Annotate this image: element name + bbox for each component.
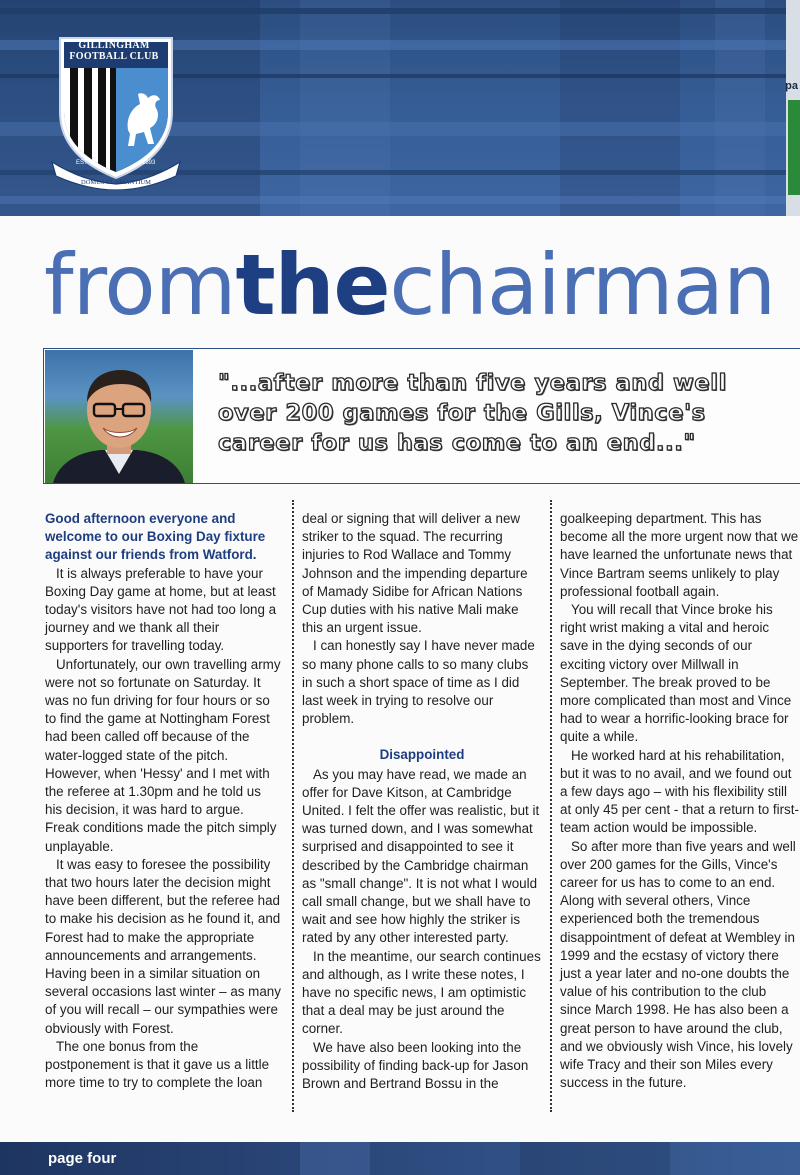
pull-quote: "...after more than five years and well over 200 games for the Gills, Vince's career for us has come to an end..." (218, 370, 727, 456)
article-paragraph: He worked hard at his rehabilitation, but it was to no avail, and we found out a few days ago – with his flexibility still at only 45 per cent - that a return to first-team action would be impossible. (560, 747, 799, 836)
article-paragraph: deal or signing that will deliver a new striker to the squad. The recurring injuries to Rod Wallace and Tommy Johnson and the impending departure of Mamady Sidibe for African Nations Cup duties with his native Mali make this an urgent issue. (302, 511, 528, 636)
article-paragraph: The one bonus from the postponement is that it gave us a little more time to try to complete the loan (45, 1038, 270, 1091)
article-paragraph: It is always preferable to have your Boxing Day game at home, but at least today's visitors have not had too long a journey and we thank all their supporters for travelling today. (45, 565, 277, 654)
article-paragraph: goalkeeping department. This has become all the more urgent now that we have learned the unfortunate news that Vince Bartram seems unlikely to play professional football again. (560, 511, 799, 599)
article-column-1 (45, 510, 281, 1093)
footer-pattern (300, 1142, 370, 1175)
article-paragraph: So after more than five years and well over 200 games for the Gills, Vince's career for us has to come to an end. Along with several others, Vince experienced both the tremendous disappointment of defeat at Wembley in 1999 and the ecstasy of victory there just a year later and no-one doubts the value of his contribution to the club since March 1998. He has also been a great person to have around the club, and we obviously wish Vince, his lovely wife Tracy and their son Miles every success in the future. (560, 838, 796, 1091)
article-subheading: Disappointed (379, 747, 465, 763)
page-title (44, 226, 784, 344)
article-paragraph: I can honestly say I have never made so many phone calls to so many clubs in such a short space of time as I did last week in trying to resolve our problem. (302, 638, 535, 727)
column-divider (292, 500, 294, 1112)
chairman-portrait-image (45, 350, 193, 483)
next-page-edge-text: pa (785, 80, 798, 92)
crest-motto: DOMUS CLAMANTIUM (81, 179, 151, 186)
chairman-photo (45, 350, 193, 483)
crest-year: 1893 (142, 160, 156, 166)
title-part-chairman: chairman (389, 236, 776, 334)
crest-est-label: EST (76, 160, 88, 166)
footer-pattern (520, 1142, 670, 1175)
page-number-label: page four (48, 1150, 117, 1167)
article-column-3 (560, 510, 800, 1093)
banner-pattern (560, 0, 680, 216)
title-part-from: from (44, 236, 236, 334)
banner-pattern (300, 0, 390, 216)
article-paragraph: As you may have read, we made an offer for Dave Kitson, at Cambridge United. I felt the offer was realistic, but it was turned down, and I was somewhat surprised and disappointed to see it described by the Cambridge chairman as "small change". It is not what I would call small change, but we shall have to wait and see how highly the striker is rated by any other interested party. (302, 766, 540, 946)
club-name: GILLINGHAM FOOTBALL CLUB (69, 40, 159, 62)
title-part-the: the (235, 236, 390, 334)
article-paragraph: You will recall that Vince broke his right wrist making a vital and heroic save in the dying seconds of our exciting victory over Millwall in September. The break proved to be more complicated than most and Vince had to wear a horrific-looking brace for quite a while. (560, 602, 792, 745)
banner-stripe (0, 196, 800, 204)
next-page-edge-panel (788, 100, 800, 195)
article-paragraph: Unfortunately, our own travelling army were not so fortunate on Saturday. It was no fun driving for four hours or so to find the game at Nottingham Forest had been called off because of the water-logged state of the pitch. However, when 'Hessy' and I met with the referee at 1.30pm and he told us his decision, it was hard to argue. Freak conditions made the pitch simply unplayable. (45, 656, 281, 854)
article-paragraph: It was easy to foresee the possibility that two hours later the decision might have been different, but the referee had to make his decision as he found it, and Forest had to make the appropriate announcements and arrangements. Having been in a similar situation on several occasions last winter – as many of you will recall – our sympathies were obviously with Forest. (45, 856, 281, 1036)
header-banner (0, 0, 800, 216)
banner-stripe (0, 8, 800, 14)
footer-bar (0, 1142, 800, 1175)
column-divider (550, 500, 552, 1112)
article-intro: Good afternoon everyone and welcome to our Boxing Day fixture against our friends from Watford. (45, 511, 266, 563)
article-paragraph: In the meantime, our search continues and although, as I write these notes, I have no specific news, I am optimistic that a deal may be just around the corner. (302, 948, 541, 1037)
banner-pattern (715, 0, 765, 216)
article-column-2 (302, 510, 542, 1093)
article-paragraph: We have also been looking into the possibility of finding back-up for Jason Brown and Bertrand Bossu in the (302, 1039, 529, 1092)
